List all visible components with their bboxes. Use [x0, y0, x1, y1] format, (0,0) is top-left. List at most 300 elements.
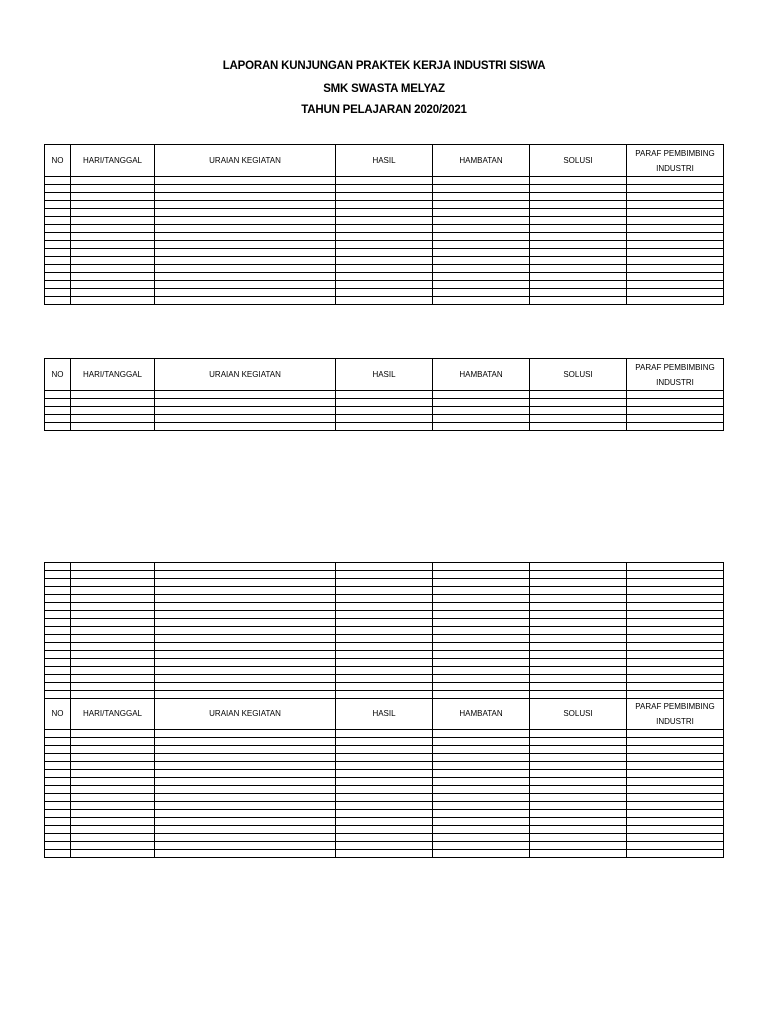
- cell-solution[interactable]: [530, 675, 627, 683]
- cell-obstacle[interactable]: [433, 241, 530, 249]
- cell-sign[interactable]: [627, 177, 724, 185]
- cell-sign[interactable]: [627, 201, 724, 209]
- cell-date[interactable]: [71, 233, 155, 241]
- cell-date[interactable]: [71, 185, 155, 193]
- cell-solution[interactable]: [530, 683, 627, 691]
- cell-no[interactable]: [45, 603, 71, 611]
- cell-no[interactable]: [45, 794, 71, 802]
- cell-activity[interactable]: [155, 842, 336, 850]
- cell-sign[interactable]: [627, 209, 724, 217]
- cell-no[interactable]: [45, 810, 71, 818]
- cell-solution[interactable]: [530, 770, 627, 778]
- cell-sign[interactable]: [627, 818, 724, 826]
- cell-activity[interactable]: [155, 257, 336, 265]
- cell-sign[interactable]: [627, 225, 724, 233]
- cell-date[interactable]: [71, 659, 155, 667]
- cell-activity[interactable]: [155, 423, 336, 431]
- cell-date[interactable]: [71, 587, 155, 595]
- cell-no[interactable]: [45, 185, 71, 193]
- cell-result[interactable]: [336, 249, 433, 257]
- cell-result[interactable]: [336, 587, 433, 595]
- cell-activity[interactable]: [155, 265, 336, 273]
- cell-sign[interactable]: [627, 762, 724, 770]
- cell-sign[interactable]: [627, 423, 724, 431]
- cell-sign[interactable]: [627, 579, 724, 587]
- cell-obstacle[interactable]: [433, 683, 530, 691]
- cell-sign[interactable]: [627, 667, 724, 675]
- cell-sign[interactable]: [627, 659, 724, 667]
- cell-date[interactable]: [71, 794, 155, 802]
- cell-date[interactable]: [71, 579, 155, 587]
- cell-no[interactable]: [45, 241, 71, 249]
- cell-date[interactable]: [71, 619, 155, 627]
- cell-result[interactable]: [336, 659, 433, 667]
- cell-activity[interactable]: [155, 794, 336, 802]
- cell-obstacle[interactable]: [433, 289, 530, 297]
- cell-no[interactable]: [45, 209, 71, 217]
- cell-sign[interactable]: [627, 571, 724, 579]
- cell-solution[interactable]: [530, 691, 627, 699]
- cell-no[interactable]: [45, 265, 71, 273]
- cell-date[interactable]: [71, 730, 155, 738]
- cell-result[interactable]: [336, 579, 433, 587]
- cell-activity[interactable]: [155, 399, 336, 407]
- cell-no[interactable]: [45, 257, 71, 265]
- cell-sign[interactable]: [627, 738, 724, 746]
- cell-sign[interactable]: [627, 193, 724, 201]
- cell-activity[interactable]: [155, 826, 336, 834]
- cell-no[interactable]: [45, 249, 71, 257]
- cell-obstacle[interactable]: [433, 778, 530, 786]
- cell-activity[interactable]: [155, 770, 336, 778]
- cell-solution[interactable]: [530, 415, 627, 423]
- cell-result[interactable]: [336, 595, 433, 603]
- cell-no[interactable]: [45, 651, 71, 659]
- cell-sign[interactable]: [627, 643, 724, 651]
- cell-date[interactable]: [71, 563, 155, 571]
- cell-activity[interactable]: [155, 595, 336, 603]
- cell-result[interactable]: [336, 691, 433, 699]
- cell-solution[interactable]: [530, 241, 627, 249]
- cell-sign[interactable]: [627, 802, 724, 810]
- cell-obstacle[interactable]: [433, 399, 530, 407]
- cell-date[interactable]: [71, 399, 155, 407]
- cell-obstacle[interactable]: [433, 185, 530, 193]
- cell-activity[interactable]: [155, 587, 336, 595]
- cell-date[interactable]: [71, 407, 155, 415]
- cell-no[interactable]: [45, 842, 71, 850]
- cell-activity[interactable]: [155, 746, 336, 754]
- cell-obstacle[interactable]: [433, 651, 530, 659]
- cell-obstacle[interactable]: [433, 407, 530, 415]
- cell-obstacle[interactable]: [433, 738, 530, 746]
- cell-sign[interactable]: [627, 407, 724, 415]
- cell-date[interactable]: [71, 423, 155, 431]
- cell-solution[interactable]: [530, 249, 627, 257]
- cell-solution[interactable]: [530, 643, 627, 651]
- cell-sign[interactable]: [627, 273, 724, 281]
- cell-activity[interactable]: [155, 643, 336, 651]
- cell-solution[interactable]: [530, 257, 627, 265]
- cell-sign[interactable]: [627, 587, 724, 595]
- cell-activity[interactable]: [155, 603, 336, 611]
- cell-result[interactable]: [336, 651, 433, 659]
- cell-obstacle[interactable]: [433, 217, 530, 225]
- cell-date[interactable]: [71, 635, 155, 643]
- cell-sign[interactable]: [627, 265, 724, 273]
- cell-obstacle[interactable]: [433, 225, 530, 233]
- cell-obstacle[interactable]: [433, 257, 530, 265]
- cell-obstacle[interactable]: [433, 802, 530, 810]
- cell-sign[interactable]: [627, 289, 724, 297]
- cell-obstacle[interactable]: [433, 415, 530, 423]
- cell-no[interactable]: [45, 225, 71, 233]
- cell-obstacle[interactable]: [433, 826, 530, 834]
- cell-obstacle[interactable]: [433, 423, 530, 431]
- cell-sign[interactable]: [627, 595, 724, 603]
- cell-date[interactable]: [71, 643, 155, 651]
- cell-no[interactable]: [45, 778, 71, 786]
- cell-date[interactable]: [71, 683, 155, 691]
- cell-date[interactable]: [71, 177, 155, 185]
- cell-result[interactable]: [336, 746, 433, 754]
- cell-sign[interactable]: [627, 786, 724, 794]
- cell-solution[interactable]: [530, 802, 627, 810]
- cell-date[interactable]: [71, 802, 155, 810]
- cell-no[interactable]: [45, 177, 71, 185]
- cell-date[interactable]: [71, 810, 155, 818]
- cell-date[interactable]: [71, 391, 155, 399]
- cell-sign[interactable]: [627, 834, 724, 842]
- cell-result[interactable]: [336, 730, 433, 738]
- cell-solution[interactable]: [530, 850, 627, 858]
- cell-solution[interactable]: [530, 778, 627, 786]
- cell-result[interactable]: [336, 619, 433, 627]
- cell-obstacle[interactable]: [433, 754, 530, 762]
- cell-obstacle[interactable]: [433, 281, 530, 289]
- cell-date[interactable]: [71, 603, 155, 611]
- cell-activity[interactable]: [155, 297, 336, 305]
- cell-date[interactable]: [71, 667, 155, 675]
- cell-obstacle[interactable]: [433, 762, 530, 770]
- cell-activity[interactable]: [155, 810, 336, 818]
- cell-activity[interactable]: [155, 273, 336, 281]
- cell-obstacle[interactable]: [433, 249, 530, 257]
- cell-obstacle[interactable]: [433, 794, 530, 802]
- cell-obstacle[interactable]: [433, 611, 530, 619]
- cell-obstacle[interactable]: [433, 297, 530, 305]
- cell-activity[interactable]: [155, 691, 336, 699]
- cell-activity[interactable]: [155, 563, 336, 571]
- cell-result[interactable]: [336, 762, 433, 770]
- cell-no[interactable]: [45, 667, 71, 675]
- cell-date[interactable]: [71, 754, 155, 762]
- cell-no[interactable]: [45, 563, 71, 571]
- cell-solution[interactable]: [530, 810, 627, 818]
- cell-obstacle[interactable]: [433, 746, 530, 754]
- cell-date[interactable]: [71, 691, 155, 699]
- cell-date[interactable]: [71, 249, 155, 257]
- cell-result[interactable]: [336, 643, 433, 651]
- cell-sign[interactable]: [627, 675, 724, 683]
- cell-sign[interactable]: [627, 281, 724, 289]
- cell-date[interactable]: [71, 842, 155, 850]
- cell-result[interactable]: [336, 209, 433, 217]
- cell-no[interactable]: [45, 643, 71, 651]
- cell-sign[interactable]: [627, 635, 724, 643]
- cell-solution[interactable]: [530, 217, 627, 225]
- cell-obstacle[interactable]: [433, 842, 530, 850]
- cell-sign[interactable]: [627, 850, 724, 858]
- cell-solution[interactable]: [530, 193, 627, 201]
- cell-sign[interactable]: [627, 257, 724, 265]
- cell-activity[interactable]: [155, 407, 336, 415]
- cell-result[interactable]: [336, 667, 433, 675]
- cell-result[interactable]: [336, 627, 433, 635]
- cell-solution[interactable]: [530, 399, 627, 407]
- cell-solution[interactable]: [530, 587, 627, 595]
- cell-result[interactable]: [336, 289, 433, 297]
- cell-activity[interactable]: [155, 217, 336, 225]
- cell-activity[interactable]: [155, 667, 336, 675]
- cell-sign[interactable]: [627, 297, 724, 305]
- cell-activity[interactable]: [155, 201, 336, 209]
- cell-no[interactable]: [45, 201, 71, 209]
- cell-result[interactable]: [336, 826, 433, 834]
- cell-activity[interactable]: [155, 185, 336, 193]
- cell-no[interactable]: [45, 627, 71, 635]
- cell-no[interactable]: [45, 217, 71, 225]
- cell-activity[interactable]: [155, 762, 336, 770]
- cell-date[interactable]: [71, 738, 155, 746]
- cell-activity[interactable]: [155, 635, 336, 643]
- cell-obstacle[interactable]: [433, 619, 530, 627]
- cell-no[interactable]: [45, 399, 71, 407]
- cell-result[interactable]: [336, 233, 433, 241]
- cell-obstacle[interactable]: [433, 571, 530, 579]
- cell-date[interactable]: [71, 257, 155, 265]
- cell-activity[interactable]: [155, 579, 336, 587]
- cell-result[interactable]: [336, 273, 433, 281]
- cell-obstacle[interactable]: [433, 770, 530, 778]
- cell-solution[interactable]: [530, 746, 627, 754]
- cell-solution[interactable]: [530, 818, 627, 826]
- cell-date[interactable]: [71, 762, 155, 770]
- cell-obstacle[interactable]: [433, 273, 530, 281]
- cell-obstacle[interactable]: [433, 643, 530, 651]
- cell-result[interactable]: [336, 683, 433, 691]
- cell-date[interactable]: [71, 595, 155, 603]
- cell-solution[interactable]: [530, 754, 627, 762]
- cell-date[interactable]: [71, 225, 155, 233]
- cell-no[interactable]: [45, 391, 71, 399]
- cell-activity[interactable]: [155, 659, 336, 667]
- cell-no[interactable]: [45, 818, 71, 826]
- cell-activity[interactable]: [155, 233, 336, 241]
- cell-obstacle[interactable]: [433, 834, 530, 842]
- cell-solution[interactable]: [530, 826, 627, 834]
- cell-activity[interactable]: [155, 850, 336, 858]
- cell-sign[interactable]: [627, 611, 724, 619]
- cell-date[interactable]: [71, 826, 155, 834]
- cell-date[interactable]: [71, 297, 155, 305]
- cell-obstacle[interactable]: [433, 391, 530, 399]
- cell-result[interactable]: [336, 257, 433, 265]
- cell-solution[interactable]: [530, 423, 627, 431]
- cell-no[interactable]: [45, 802, 71, 810]
- cell-obstacle[interactable]: [433, 659, 530, 667]
- cell-result[interactable]: [336, 635, 433, 643]
- cell-solution[interactable]: [530, 738, 627, 746]
- cell-no[interactable]: [45, 579, 71, 587]
- cell-result[interactable]: [336, 201, 433, 209]
- cell-obstacle[interactable]: [433, 579, 530, 587]
- cell-sign[interactable]: [627, 619, 724, 627]
- cell-date[interactable]: [71, 778, 155, 786]
- cell-result[interactable]: [336, 850, 433, 858]
- cell-sign[interactable]: [627, 778, 724, 786]
- cell-sign[interactable]: [627, 651, 724, 659]
- cell-result[interactable]: [336, 563, 433, 571]
- cell-solution[interactable]: [530, 667, 627, 675]
- cell-date[interactable]: [71, 627, 155, 635]
- cell-obstacle[interactable]: [433, 201, 530, 209]
- cell-no[interactable]: [45, 786, 71, 794]
- cell-sign[interactable]: [627, 563, 724, 571]
- cell-date[interactable]: [71, 273, 155, 281]
- cell-obstacle[interactable]: [433, 193, 530, 201]
- cell-result[interactable]: [336, 399, 433, 407]
- cell-sign[interactable]: [627, 826, 724, 834]
- cell-obstacle[interactable]: [433, 818, 530, 826]
- cell-no[interactable]: [45, 571, 71, 579]
- cell-solution[interactable]: [530, 834, 627, 842]
- cell-date[interactable]: [71, 611, 155, 619]
- cell-no[interactable]: [45, 834, 71, 842]
- cell-result[interactable]: [336, 217, 433, 225]
- cell-date[interactable]: [71, 786, 155, 794]
- cell-result[interactable]: [336, 675, 433, 683]
- cell-no[interactable]: [45, 193, 71, 201]
- cell-date[interactable]: [71, 265, 155, 273]
- cell-sign[interactable]: [627, 603, 724, 611]
- cell-obstacle[interactable]: [433, 667, 530, 675]
- cell-no[interactable]: [45, 770, 71, 778]
- cell-solution[interactable]: [530, 297, 627, 305]
- cell-solution[interactable]: [530, 281, 627, 289]
- cell-obstacle[interactable]: [433, 850, 530, 858]
- cell-no[interactable]: [45, 415, 71, 423]
- cell-solution[interactable]: [530, 603, 627, 611]
- cell-solution[interactable]: [530, 177, 627, 185]
- cell-sign[interactable]: [627, 683, 724, 691]
- cell-activity[interactable]: [155, 683, 336, 691]
- cell-result[interactable]: [336, 754, 433, 762]
- cell-solution[interactable]: [530, 209, 627, 217]
- cell-obstacle[interactable]: [433, 635, 530, 643]
- cell-solution[interactable]: [530, 185, 627, 193]
- cell-activity[interactable]: [155, 289, 336, 297]
- cell-activity[interactable]: [155, 778, 336, 786]
- cell-sign[interactable]: [627, 691, 724, 699]
- cell-result[interactable]: [336, 193, 433, 201]
- cell-obstacle[interactable]: [433, 233, 530, 241]
- cell-result[interactable]: [336, 611, 433, 619]
- cell-activity[interactable]: [155, 730, 336, 738]
- cell-activity[interactable]: [155, 675, 336, 683]
- cell-no[interactable]: [45, 762, 71, 770]
- cell-no[interactable]: [45, 691, 71, 699]
- cell-date[interactable]: [71, 289, 155, 297]
- cell-date[interactable]: [71, 675, 155, 683]
- cell-result[interactable]: [336, 415, 433, 423]
- cell-result[interactable]: [336, 810, 433, 818]
- cell-no[interactable]: [45, 683, 71, 691]
- cell-result[interactable]: [336, 571, 433, 579]
- cell-result[interactable]: [336, 265, 433, 273]
- cell-no[interactable]: [45, 611, 71, 619]
- cell-activity[interactable]: [155, 754, 336, 762]
- cell-sign[interactable]: [627, 754, 724, 762]
- cell-no[interactable]: [45, 233, 71, 241]
- cell-no[interactable]: [45, 635, 71, 643]
- cell-obstacle[interactable]: [433, 810, 530, 818]
- cell-activity[interactable]: [155, 281, 336, 289]
- cell-no[interactable]: [45, 738, 71, 746]
- cell-activity[interactable]: [155, 834, 336, 842]
- cell-solution[interactable]: [530, 651, 627, 659]
- cell-activity[interactable]: [155, 571, 336, 579]
- cell-solution[interactable]: [530, 579, 627, 587]
- cell-activity[interactable]: [155, 249, 336, 257]
- cell-obstacle[interactable]: [433, 595, 530, 603]
- cell-solution[interactable]: [530, 571, 627, 579]
- cell-no[interactable]: [45, 850, 71, 858]
- cell-solution[interactable]: [530, 407, 627, 415]
- cell-result[interactable]: [336, 794, 433, 802]
- cell-solution[interactable]: [530, 659, 627, 667]
- cell-result[interactable]: [336, 177, 433, 185]
- cell-obstacle[interactable]: [433, 587, 530, 595]
- cell-obstacle[interactable]: [433, 563, 530, 571]
- cell-solution[interactable]: [530, 794, 627, 802]
- cell-result[interactable]: [336, 407, 433, 415]
- cell-date[interactable]: [71, 209, 155, 217]
- cell-date[interactable]: [71, 217, 155, 225]
- cell-obstacle[interactable]: [433, 691, 530, 699]
- cell-result[interactable]: [336, 603, 433, 611]
- cell-activity[interactable]: [155, 619, 336, 627]
- cell-solution[interactable]: [530, 611, 627, 619]
- cell-no[interactable]: [45, 423, 71, 431]
- cell-activity[interactable]: [155, 786, 336, 794]
- cell-result[interactable]: [336, 391, 433, 399]
- cell-result[interactable]: [336, 225, 433, 233]
- cell-result[interactable]: [336, 738, 433, 746]
- cell-activity[interactable]: [155, 627, 336, 635]
- cell-sign[interactable]: [627, 217, 724, 225]
- cell-obstacle[interactable]: [433, 265, 530, 273]
- cell-solution[interactable]: [530, 786, 627, 794]
- cell-date[interactable]: [71, 850, 155, 858]
- cell-no[interactable]: [45, 595, 71, 603]
- cell-obstacle[interactable]: [433, 675, 530, 683]
- cell-activity[interactable]: [155, 193, 336, 201]
- cell-no[interactable]: [45, 281, 71, 289]
- cell-date[interactable]: [71, 746, 155, 754]
- cell-activity[interactable]: [155, 651, 336, 659]
- cell-solution[interactable]: [530, 225, 627, 233]
